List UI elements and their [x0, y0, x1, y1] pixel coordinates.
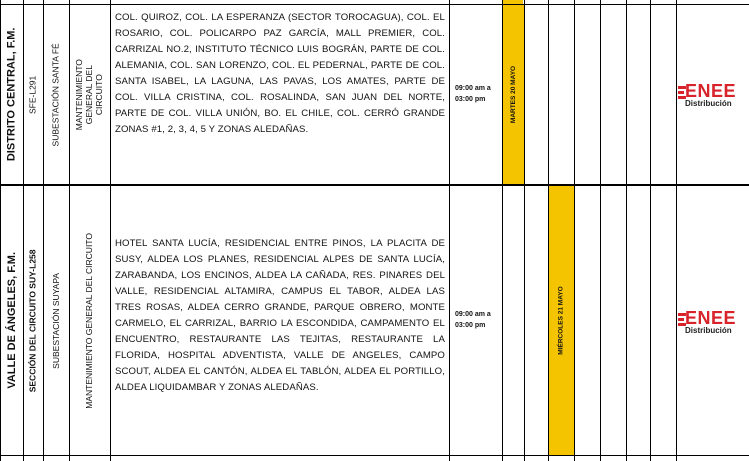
col-divider: [650, 0, 651, 461]
region-cell: [1, 186, 23, 455]
substation-cell: [44, 5, 69, 184]
enee-logo: [678, 307, 748, 337]
col-divider: [600, 0, 601, 461]
circuit-cell: [24, 186, 43, 455]
work-cell: [70, 5, 110, 184]
date-label: MIÉRCOLES 21 MAYO: [558, 286, 566, 355]
substation-cell: [44, 186, 69, 455]
work-label: MANTENIMIENTO GENERAL DEL CIRCUITO: [84, 232, 95, 409]
col-divider: [626, 0, 627, 461]
circuit-label: SECCIÓN DEL CIRCUITO SUY-L258: [27, 249, 38, 392]
work-label: MANTENIMIENTO GENERAL DEL CIRCUITO: [74, 58, 104, 131]
circuit-cell: [24, 5, 43, 184]
row-divider: [0, 4, 749, 5]
affected-areas: HOTEL SANTA LUCÍA, RESIDENCIAL ENTRE PINOS, LA PLACITA DE SUSY, ALDEA LOS PLANES, RESIDENCIAL ALPES DE SANTA LUCÍA, ZARABANDA, LOS ENCINOS, ALDEA LA CAÑADA, RES. PINARES DEL VALLE, RESIDENCIAL ALTAMIRA, CAMPUS EL TABOR, ALDEA LAS TRES ROSAS, ALDEA CERRO GRANDE, PARQUE OBRERO, MONTE CARMELO, EL CARRIZAL, BARRIO LA ESCONDIDA, CAMPAMENTO EL ENCUENTRO, RESTAURANTE LAS TEJITAS, RESTAURANTE LA FLORIDA, HOSPITAL ADVENTISTA, VALLE DE ANGELES, CAMPO SCOUT, ALDEA EL CANTÓN, ALDEA EL TABLÓN, ALDEA EL PORTILLO, ALDEA LIQUIDAMBAR Y ZONAS ALEDAÑAS.: [115, 238, 445, 393]
col-divider: [449, 0, 450, 461]
col-divider: [676, 0, 677, 461]
time-start: 09:00 am a: [455, 85, 491, 92]
col-divider: [110, 0, 111, 461]
date-label: MARTES 20 MAYO: [510, 65, 518, 124]
region-label: VALLE DE ÁNGELES, F.M.: [5, 252, 18, 389]
substation-label: SUBESTACIÓN SUYAPA: [50, 272, 61, 369]
substation-label: SUBESTACIÓN SANTA FÉ: [50, 42, 61, 147]
affected-areas: COL. QUIROZ, COL. LA ESPERANZA (SECTOR TOROCAGUA), COL. EL ROSARIO, COL. POLICARPO PAZ GARCÍA, MALL PREMIER, COL. CARRIZAL NO.2, INSTITUTO TÉCNICO LUIS BOGRÁN, PARTE DE COL. ALEMANIA, COL. SAN LORENZO, COL. EL PEDERNAL, PARTE DE COL. SANTA ISABEL, LA LAGUNA, LAS PAVAS, LOS AMATES, PARTE DE COL. VILLA CRISTINA, COL. ROSALINDA, SAN JUAN DEL NORTE, PARTE DE COL. VILLA UNIÓN, BO. EL CHILE, COL. CERRÓ GRANDE ZONAS #1, 2, 3, 4, 5 Y ZONAS ALEDAÑAS.: [115, 12, 445, 135]
region-cell: [1, 5, 23, 184]
time-window: [455, 309, 501, 331]
time-start: 09:00 am a: [455, 311, 491, 318]
enee-logo-subtitle: Distribución: [685, 99, 732, 108]
date-highlight: [502, 5, 525, 184]
region-label: DISTRITO CENTRAL, F.M.: [5, 27, 18, 162]
enee-logo-text: ENEE: [685, 308, 737, 328]
date-highlight: [548, 186, 575, 455]
work-cell: [70, 186, 110, 455]
time-end: 03:00 pm: [455, 96, 486, 103]
row-divider: [0, 455, 749, 456]
row-divider: [0, 184, 749, 186]
time-window: [455, 83, 501, 105]
enee-logo-text: ENEE: [685, 81, 737, 101]
time-end: 03:00 pm: [455, 322, 486, 329]
circuit-label: SFE-L291: [27, 75, 38, 114]
enee-logo-subtitle: Distribución: [685, 326, 732, 335]
enee-logo: [678, 80, 748, 110]
